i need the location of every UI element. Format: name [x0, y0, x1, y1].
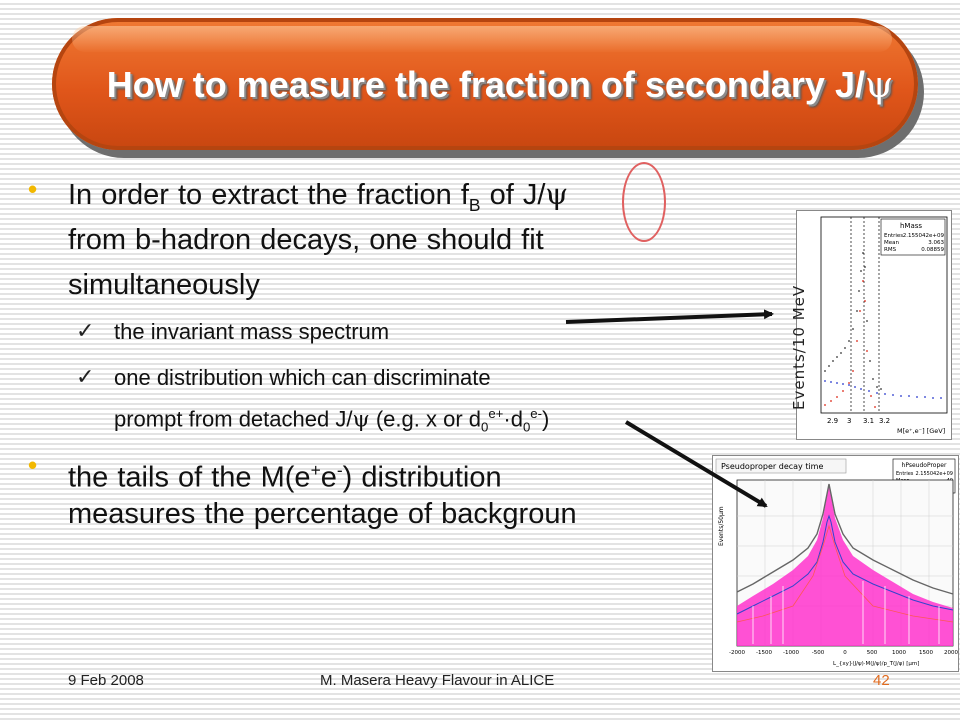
mass-xlabel: M[e⁺,e⁻] [GeV]: [897, 427, 946, 435]
decay-xtick-3: -500: [811, 650, 825, 656]
mass-stats-val-2: 0.08859: [921, 247, 944, 253]
arrow-to-decay-plot: [626, 422, 766, 506]
decay-xtick-6: 1000: [892, 650, 906, 656]
arrow-to-mass-plot: [566, 314, 772, 322]
mass-xtick-2: 3.1: [863, 417, 875, 425]
footer-date: 9 Feb 2008: [68, 672, 144, 689]
checkmark-icon: ✓: [76, 318, 95, 343]
mass-stats-key-1: Mean: [884, 240, 899, 246]
mass-stats-val-1: 3.063: [928, 240, 944, 246]
mass-xtick-3: 3.2: [879, 417, 891, 425]
bullet-1-line-3: simultaneously: [68, 269, 260, 301]
decay-ylabel: Events/50µm: [718, 506, 725, 546]
bullet-1-line-1: In order to extract the fraction $f_B$ of J/ψ: [68, 177, 569, 215]
footer-page-number: 42: [873, 672, 890, 689]
bullet-dot: •: [28, 450, 38, 480]
mass-xtick-1: 3: [847, 417, 852, 425]
mass-stats-val-0: 2.155042e+09: [902, 233, 944, 239]
decay-xlabel: L_{xy}(J/ψ)·M(J/ψ)/p_T(J/ψ) [µm]: [833, 661, 920, 667]
decay-xtick-1: -1500: [756, 650, 772, 656]
mass-stats-key-0: Entries: [884, 233, 904, 239]
sub-bullet-2-line-2: prompt from detached J/ψ (e.g. x or $d_0^{e+}\cdot d_0^{e-}$): [114, 406, 550, 435]
checkmark-icon: ✓: [76, 364, 95, 389]
mass-stats-title: hMass: [899, 222, 923, 230]
decay-stats-title: hPseudoProper: [901, 462, 947, 469]
decay-plot-title: Pseudoproper decay time: [721, 462, 824, 471]
decay-xtick-5: 500: [866, 650, 878, 656]
decay-xtick-2: -1000: [783, 650, 799, 656]
decay-xtick-8: 2000: [944, 650, 958, 656]
decay-xtick-7: 1500: [919, 650, 933, 656]
bullet-2-line-2: measures the percentage of backgroun: [68, 498, 577, 530]
bullet-dot: •: [28, 174, 38, 204]
bullet-2-line-1: the tails of the M(e+e-) distribution: [68, 460, 502, 494]
sub-bullet-2-line-1: one distribution which can discriminate: [114, 365, 491, 390]
decay-stats-val-0: 2.155042e+09: [915, 471, 953, 477]
footer-author: M. Masera Heavy Flavour in ALICE: [320, 672, 555, 689]
decay-stats-key-0: Entries: [896, 471, 914, 477]
decay-xtick-0: -2000: [729, 650, 745, 656]
slide-title: How to measure the fraction of secondary J/ψ: [106, 64, 894, 106]
bullet-1-line-2: from b-hadron decays, one should fit: [68, 224, 544, 256]
mass-stats-key-2: RMS: [884, 247, 897, 253]
mass-xtick-0: 2.9: [827, 417, 839, 425]
decay-xtick-4: 0: [843, 650, 847, 656]
sub-bullet-1: the invariant mass spectrum: [114, 319, 390, 344]
mass-plot-ylabel: Events/10 MeV: [790, 284, 808, 410]
